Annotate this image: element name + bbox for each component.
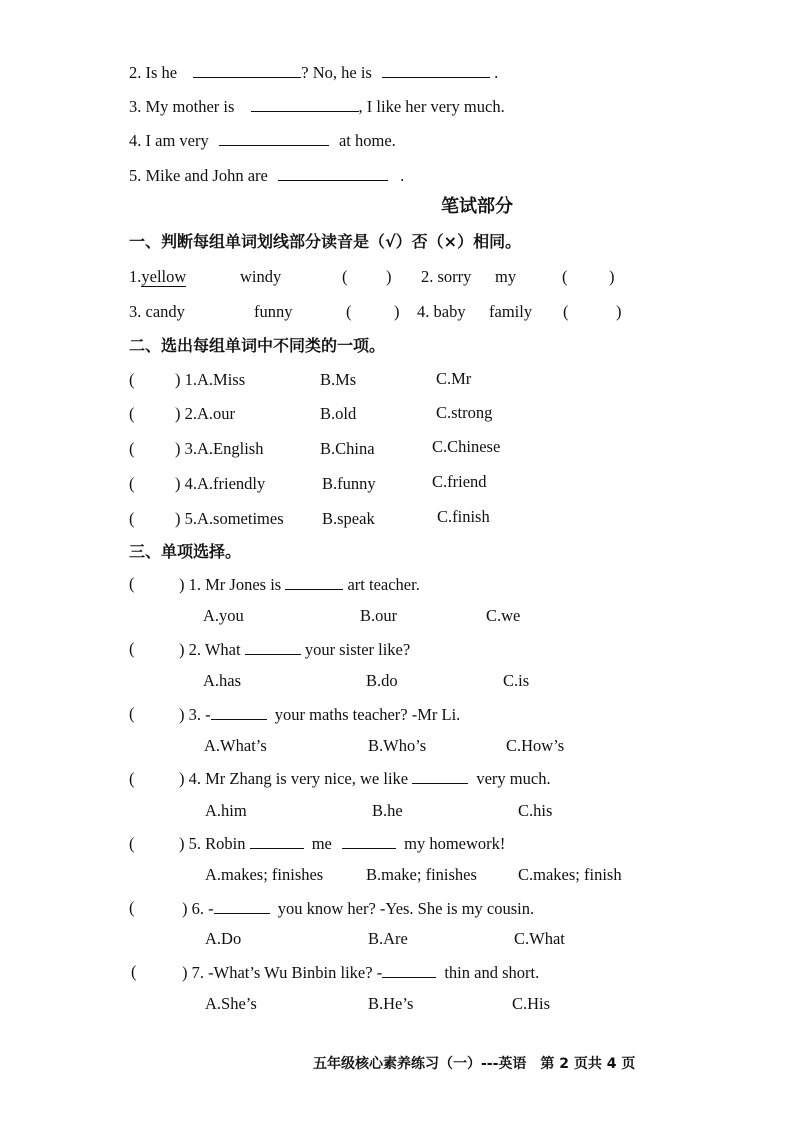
fill-3-blank[interactable] bbox=[251, 96, 359, 112]
s1-word-my: my bbox=[495, 267, 517, 286]
fill-5-blank[interactable] bbox=[278, 165, 388, 181]
q4-text-2: very much. bbox=[476, 769, 551, 788]
q1-option-a: A.you bbox=[203, 606, 244, 625]
q1-option-b: B.our bbox=[360, 606, 398, 625]
s2-item1-b: B.Ms bbox=[320, 370, 357, 389]
q5-stem bbox=[179, 833, 505, 854]
s1-word-windy: windy bbox=[240, 267, 282, 286]
s2-item2-b: B.old bbox=[320, 404, 357, 423]
q1-text-1: ) 1. Mr Jones is bbox=[179, 575, 282, 594]
fill-item-5 bbox=[129, 165, 404, 186]
s2-item4-a: ) 4.A.friendly bbox=[175, 474, 266, 493]
page-footer: 五年级核心素养练习（一）---英语 第 2 页共 4 页 bbox=[313, 1056, 636, 1072]
s1-word-candy: 3. candy bbox=[129, 302, 185, 321]
q2-blank[interactable] bbox=[245, 639, 301, 655]
q1-paren[interactable]: ( bbox=[129, 574, 135, 593]
s1-word-yellow: yellow bbox=[141, 267, 187, 286]
q7-option-a: A.She’s bbox=[205, 994, 257, 1013]
fill-2-blank-2[interactable] bbox=[382, 62, 490, 78]
q3-stem bbox=[179, 704, 460, 725]
q7-stem bbox=[182, 962, 539, 983]
q3-blank[interactable] bbox=[211, 704, 267, 720]
q3-text-1: ) 3. - bbox=[179, 705, 211, 724]
fill-2-text-a: 2. Is he bbox=[129, 63, 178, 82]
q7-blank[interactable] bbox=[382, 962, 436, 978]
s2-item5-paren[interactable]: ( bbox=[129, 509, 135, 528]
s2-item3-b: B.China bbox=[320, 439, 375, 458]
s1-item4-paren-open[interactable]: ( bbox=[563, 302, 569, 321]
q5-blank-2[interactable] bbox=[342, 833, 396, 849]
s1-row1-item1-num bbox=[129, 267, 186, 287]
s1-word-sorry: 2. sorry bbox=[421, 267, 472, 286]
fill-4-text-b: at home. bbox=[338, 131, 396, 150]
q7-paren[interactable]: ( bbox=[131, 962, 137, 981]
q6-option-c: C.What bbox=[514, 929, 565, 948]
s1-item3-paren-open[interactable]: ( bbox=[346, 302, 352, 321]
s2-item1-paren[interactable]: ( bbox=[129, 370, 135, 389]
q5-text-2: me bbox=[311, 834, 332, 853]
q7-option-c: C.His bbox=[512, 994, 551, 1013]
q5-text-3: my homework! bbox=[404, 834, 506, 853]
s2-item2-c: C.strong bbox=[436, 403, 493, 422]
q2-option-c: C.is bbox=[503, 671, 530, 690]
fill-2-text-c: . bbox=[494, 63, 499, 82]
fill-item-4 bbox=[129, 130, 396, 151]
q3-option-c: C.How’s bbox=[506, 736, 565, 755]
s2-item3-c: C.Chinese bbox=[432, 437, 501, 456]
q6-paren[interactable]: ( bbox=[129, 898, 135, 917]
s1-word-family: family bbox=[489, 302, 533, 321]
fill-3-text-a: 3. My mother is bbox=[129, 97, 235, 116]
fill-2-text-b: ? No, he is bbox=[301, 63, 372, 82]
q5-option-b: B.make; finishes bbox=[366, 865, 477, 884]
fill-5-text-b: . bbox=[400, 166, 405, 185]
q1-stem bbox=[179, 574, 420, 595]
q4-option-a: A.him bbox=[205, 801, 247, 820]
q1-text-2: art teacher. bbox=[347, 575, 420, 594]
q6-text-2: you know her? -Yes. She is my cousin. bbox=[277, 899, 535, 918]
q4-option-c: C.his bbox=[518, 801, 553, 820]
q7-text-1: ) 7. -What’s Wu Binbin like? - bbox=[182, 963, 383, 982]
fill-4-text-a: 4. I am very bbox=[129, 131, 209, 150]
s2-item1-c: C.Mr bbox=[436, 369, 472, 388]
q3-option-a: A.What’s bbox=[204, 736, 267, 755]
fill-4-blank[interactable] bbox=[219, 130, 329, 146]
q6-text-1: ) 6. - bbox=[182, 899, 214, 918]
q2-option-b: B.do bbox=[366, 671, 398, 690]
s2-item2-a: ) 2.A.our bbox=[175, 404, 236, 423]
s1-item2-paren-close: ) bbox=[609, 267, 615, 286]
s1-item3-paren-close: ) bbox=[394, 302, 400, 321]
s1-item2-paren-open[interactable]: ( bbox=[562, 267, 568, 286]
fill-2-blank-1[interactable] bbox=[193, 62, 301, 78]
s1-word-funny: funny bbox=[254, 302, 293, 321]
q2-option-a: A.has bbox=[203, 671, 242, 690]
q1-option-c: C.we bbox=[486, 606, 521, 625]
q2-text-1: ) 2. What bbox=[179, 640, 241, 659]
q3-paren[interactable]: ( bbox=[129, 704, 135, 723]
q6-option-b: B.Are bbox=[368, 929, 408, 948]
s2-item4-b: B.funny bbox=[322, 474, 376, 493]
s2-item1-a: ) 1.A.Miss bbox=[175, 370, 246, 389]
q5-blank-1[interactable] bbox=[250, 833, 304, 849]
s2-item4-paren[interactable]: ( bbox=[129, 474, 135, 493]
q2-paren[interactable]: ( bbox=[129, 639, 135, 658]
q5-text-1: ) 5. Robin bbox=[179, 834, 246, 853]
fill-3-text-b: , I like her very much. bbox=[358, 97, 505, 116]
s2-item5-a: ) 5.A.sometimes bbox=[175, 509, 284, 528]
q3-option-b: B.Who’s bbox=[368, 736, 427, 755]
q2-stem bbox=[179, 639, 410, 660]
q3-text-2: your maths teacher? -Mr Li. bbox=[274, 705, 461, 724]
q6-option-a: A.Do bbox=[205, 929, 242, 948]
fill-item-3 bbox=[129, 96, 505, 117]
written-section-title: 笔试部分 bbox=[441, 196, 513, 217]
q4-option-b: B.he bbox=[372, 801, 403, 820]
s1-item1-number: 1. bbox=[129, 267, 142, 286]
q1-blank[interactable] bbox=[285, 574, 343, 590]
s1-item1-paren-open[interactable]: ( bbox=[342, 267, 348, 286]
fill-item-2 bbox=[129, 62, 498, 83]
q4-paren[interactable]: ( bbox=[129, 769, 135, 788]
s2-item5-b: B.speak bbox=[322, 509, 375, 528]
q7-text-2: thin and short. bbox=[444, 963, 540, 982]
section-1-heading: 一、判断每组单词划线部分读音是（√）否（×）相同。 bbox=[129, 232, 522, 251]
s1-item1-paren-close: ) bbox=[386, 267, 392, 286]
q4-stem bbox=[179, 768, 551, 789]
q2-text-2: your sister like? bbox=[304, 640, 411, 659]
q5-option-c: C.makes; finish bbox=[518, 865, 622, 884]
q5-paren[interactable]: ( bbox=[129, 834, 135, 853]
s2-item3-paren[interactable]: ( bbox=[129, 439, 135, 458]
section-3-heading: 三、单项选择。 bbox=[129, 542, 242, 561]
s2-item5-c: C.finish bbox=[437, 507, 490, 526]
q4-text-1: ) 4. Mr Zhang is very nice, we like bbox=[179, 769, 409, 788]
fill-5-text-a: 5. Mike and John are bbox=[129, 166, 268, 185]
q5-option-a: A.makes; finishes bbox=[205, 865, 324, 884]
s2-item2-paren[interactable]: ( bbox=[129, 404, 135, 423]
s2-item4-c: C.friend bbox=[432, 472, 487, 491]
q6-blank[interactable] bbox=[214, 898, 270, 914]
q6-stem bbox=[182, 898, 534, 919]
q7-option-b: B.He’s bbox=[368, 994, 414, 1013]
s2-item3-a: ) 3.A.English bbox=[175, 439, 264, 458]
q4-blank[interactable] bbox=[412, 768, 468, 784]
section-2-heading: 二、选出每组单词中不同类的一项。 bbox=[129, 336, 386, 355]
s1-word-baby: 4. baby bbox=[417, 302, 466, 321]
s1-item4-paren-close: ) bbox=[616, 302, 622, 321]
